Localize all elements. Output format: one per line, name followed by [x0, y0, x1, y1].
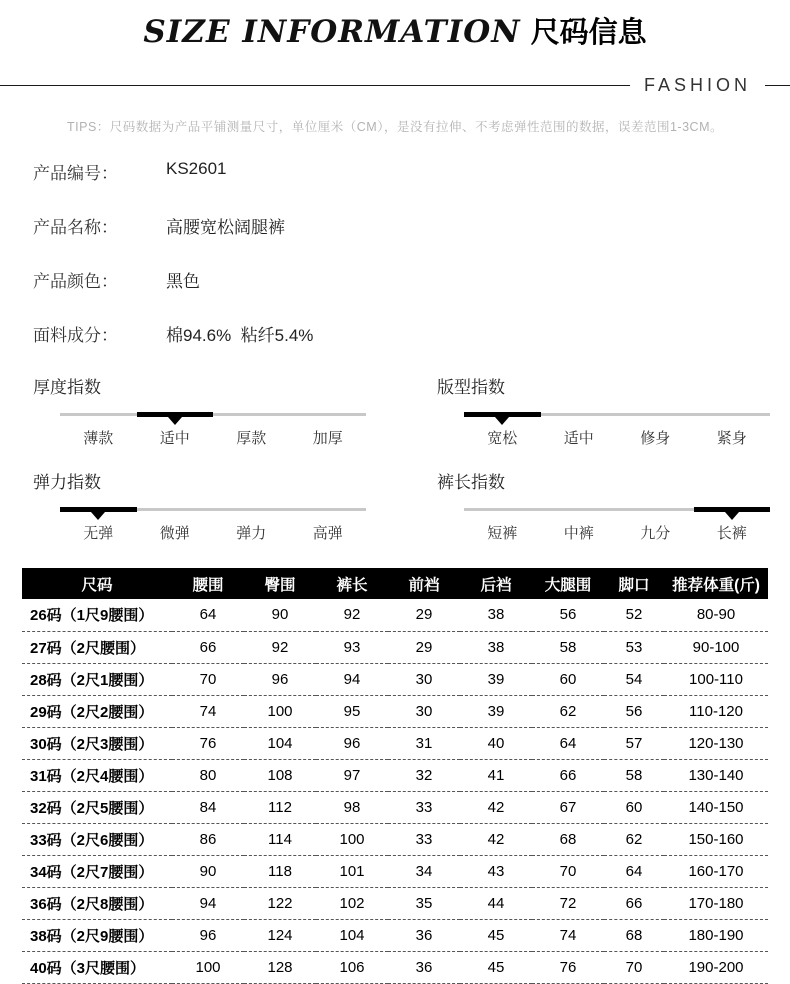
measurement-cell: 100	[244, 695, 316, 727]
product-info-value: 黑色	[166, 272, 200, 291]
product-info-label: 产品颜色：	[33, 272, 118, 291]
measurement-cell: 34	[388, 855, 460, 887]
size-table-row	[22, 951, 768, 983]
measurement-cell: 33	[388, 823, 460, 855]
measurement-cell: 56	[604, 695, 664, 727]
size-table-header-cell: 脚口	[604, 568, 664, 599]
triangle-down-icon	[725, 512, 739, 520]
index-block	[33, 468, 437, 543]
slider-option-label: 微弹	[159, 525, 190, 542]
slider-option-labels	[464, 427, 770, 448]
size-table-header-cell: 推荐体重(斤)	[664, 568, 768, 599]
measurement-cell: 66	[532, 759, 604, 791]
index-slider	[60, 413, 366, 448]
measurement-cell: 84	[172, 791, 244, 823]
measurement-cell: 45	[460, 919, 532, 951]
size-table-row	[22, 791, 768, 823]
measurement-cell: 106	[316, 951, 388, 983]
slider-option-label: 修身	[640, 430, 671, 447]
measurement-cell: 54	[604, 663, 664, 695]
slider-track	[464, 508, 770, 511]
measurement-cell: 74	[172, 695, 244, 727]
slider-option-label: 弹力	[236, 525, 267, 542]
measurement-cell: 36	[388, 951, 460, 983]
measurement-cell: 190-200	[664, 951, 768, 983]
measurement-cell: 62	[604, 823, 664, 855]
measurement-cell: 38	[460, 599, 532, 631]
measurement-cell: 92	[244, 631, 316, 663]
page-title-english: SIZE INFORMATION	[143, 14, 521, 50]
slider-track	[60, 413, 366, 416]
measurement-cell: 124	[244, 919, 316, 951]
measurement-cell: 74	[532, 919, 604, 951]
measurement-cell: 32	[388, 759, 460, 791]
size-table-row	[22, 663, 768, 695]
size-table-header-cell: 裤长	[316, 568, 388, 599]
triangle-down-icon	[168, 417, 182, 425]
measurement-cell: 80-90	[664, 599, 768, 631]
measurement-cell: 100	[172, 951, 244, 983]
measurement-cell: 118	[244, 855, 316, 887]
measurement-cell: 93	[316, 631, 388, 663]
slider-option-label: 紧身	[716, 430, 747, 447]
index-title: 厚度指数	[33, 378, 101, 397]
measurement-cell: 29	[388, 599, 460, 631]
measurement-cell: 170-180	[664, 887, 768, 919]
measurement-cell: 104	[316, 919, 388, 951]
measurement-cell: 96	[172, 919, 244, 951]
measurement-cell: 180-190	[664, 919, 768, 951]
slider-track	[60, 508, 366, 511]
index-title: 弹力指数	[33, 473, 101, 492]
measurement-cell: 62	[532, 695, 604, 727]
size-cell: 27码（2尺腰围）	[22, 631, 172, 663]
slider-option-label: 无弹	[83, 525, 114, 542]
measurement-cell: 150-160	[664, 823, 768, 855]
measurement-cell: 100-110	[664, 663, 768, 695]
size-table-header-row	[22, 568, 768, 599]
measurement-cell: 101	[316, 855, 388, 887]
measurement-cell: 86	[172, 823, 244, 855]
size-cell: 26码（1尺9腰围）	[22, 599, 172, 631]
measurement-cell: 60	[604, 791, 664, 823]
measurement-cell: 36	[388, 919, 460, 951]
slider-option-label: 中裤	[563, 525, 594, 542]
measurement-cell: 104	[244, 727, 316, 759]
size-cell: 38码（2尺9腰围）	[22, 919, 172, 951]
size-table-row	[22, 887, 768, 919]
measurement-cell: 90-100	[664, 631, 768, 663]
measurement-cell: 35	[388, 887, 460, 919]
slider-option-label: 九分	[640, 525, 671, 542]
measurement-cell: 80	[172, 759, 244, 791]
index-title: 裤长指数	[437, 473, 505, 492]
measurement-cell: 64	[604, 855, 664, 887]
slider-option-label: 长裤	[716, 525, 747, 542]
size-table-header-cell: 腰围	[172, 568, 244, 599]
product-info-row	[33, 213, 790, 238]
measurement-cell: 45	[460, 951, 532, 983]
product-info-row	[33, 321, 790, 346]
measurement-cell: 128	[244, 951, 316, 983]
index-slider	[464, 508, 770, 543]
measurement-cell: 95	[316, 695, 388, 727]
measurement-cell: 58	[532, 631, 604, 663]
product-info-row	[33, 267, 790, 292]
slider-track	[464, 413, 770, 416]
measurement-cell: 64	[172, 599, 244, 631]
fashion-divider	[0, 75, 790, 95]
measurement-cell: 44	[460, 887, 532, 919]
measurement-cell: 70	[604, 951, 664, 983]
size-table-row	[22, 695, 768, 727]
measurement-cell: 43	[460, 855, 532, 887]
size-table-header-cell: 尺码	[22, 568, 172, 599]
measurement-cell: 76	[172, 727, 244, 759]
triangle-down-icon	[495, 417, 509, 425]
size-table-row	[22, 823, 768, 855]
size-cell: 36码（2尺8腰围）	[22, 887, 172, 919]
measurement-cell: 94	[172, 887, 244, 919]
measurement-cell: 90	[172, 855, 244, 887]
measurement-cell: 70	[532, 855, 604, 887]
measurement-cell: 57	[604, 727, 664, 759]
size-cell: 30码（2尺3腰围）	[22, 727, 172, 759]
size-table-row	[22, 759, 768, 791]
measurement-cell: 56	[532, 599, 604, 631]
size-table-header-cell: 大腿围	[532, 568, 604, 599]
measurement-cell: 90	[244, 599, 316, 631]
slider-option-label: 薄款	[83, 430, 114, 447]
measurement-cell: 140-150	[664, 791, 768, 823]
size-cell: 33码（2尺6腰围）	[22, 823, 172, 855]
slider-option-labels	[60, 522, 366, 543]
index-block	[33, 373, 437, 448]
measurement-cell: 70	[172, 663, 244, 695]
page-title	[0, 0, 790, 51]
measurement-cell: 122	[244, 887, 316, 919]
measurement-cell: 72	[532, 887, 604, 919]
measurement-cell: 42	[460, 823, 532, 855]
slider-option-label: 高弹	[312, 525, 343, 542]
measurement-cell: 66	[604, 887, 664, 919]
measurement-cell: 29	[388, 631, 460, 663]
product-info-label: 面料成分：	[33, 326, 118, 345]
measurement-cell: 60	[532, 663, 604, 695]
slider-option-label: 短裤	[487, 525, 518, 542]
measurement-cell: 64	[532, 727, 604, 759]
slider-option-labels	[60, 427, 366, 448]
slider-option-label: 宽松	[487, 430, 518, 447]
index-block	[437, 373, 790, 448]
measurement-cell: 92	[316, 599, 388, 631]
measurement-cell: 67	[532, 791, 604, 823]
measurement-cell: 68	[604, 919, 664, 951]
index-title: 版型指数	[437, 378, 505, 397]
triangle-down-icon	[91, 512, 105, 520]
product-info-section	[33, 159, 790, 346]
measurement-cell: 68	[532, 823, 604, 855]
index-slider	[60, 508, 366, 543]
measurement-cell: 42	[460, 791, 532, 823]
product-info-row	[33, 159, 790, 184]
measurement-cell: 58	[604, 759, 664, 791]
size-cell: 28码（2尺1腰围）	[22, 663, 172, 695]
slider-option-label: 加厚	[312, 430, 343, 447]
measurement-cell: 94	[316, 663, 388, 695]
measurement-cell: 110-120	[664, 695, 768, 727]
slider-option-label: 适中	[159, 430, 190, 447]
measurement-cell: 130-140	[664, 759, 768, 791]
measurement-cell: 112	[244, 791, 316, 823]
divider-line-right	[765, 85, 790, 86]
product-info-value: KS2601	[166, 159, 227, 178]
measurement-cell: 98	[316, 791, 388, 823]
product-info-label: 产品编号：	[33, 164, 118, 183]
measurement-cell: 96	[316, 727, 388, 759]
size-cell: 29码（2尺2腰围）	[22, 695, 172, 727]
tips-text: TIPS：尺码数据为产品平铺测量尺寸，单位厘米（CM），是没有拉伸、不考虑弹性范围的数据，误差范围1-3CM。	[67, 120, 723, 134]
divider-line-left	[0, 85, 630, 86]
size-table-row	[22, 599, 768, 631]
size-cell: 40码（3尺腰围）	[22, 951, 172, 983]
page-title-chinese: 尺码信息	[530, 17, 647, 49]
measurement-cell: 41	[460, 759, 532, 791]
measurement-cell: 102	[316, 887, 388, 919]
measurement-cell: 114	[244, 823, 316, 855]
measurement-cell: 39	[460, 695, 532, 727]
size-table	[22, 568, 768, 984]
index-block	[437, 468, 790, 543]
measurement-cell: 76	[532, 951, 604, 983]
measurement-cell: 53	[604, 631, 664, 663]
measurement-cell: 30	[388, 663, 460, 695]
measurement-cell: 30	[388, 695, 460, 727]
measurement-cell: 52	[604, 599, 664, 631]
size-cell: 32码（2尺5腰围）	[22, 791, 172, 823]
index-sliders-section	[0, 373, 790, 543]
product-info-label: 产品名称：	[33, 218, 118, 237]
measurement-cell: 31	[388, 727, 460, 759]
slider-option-label: 厚款	[236, 430, 267, 447]
size-table-header-cell: 前裆	[388, 568, 460, 599]
product-info-value: 高腰宽松阔腿裤	[166, 218, 285, 237]
size-table-row	[22, 919, 768, 951]
measurement-cell: 38	[460, 631, 532, 663]
measurement-cell: 97	[316, 759, 388, 791]
size-table-header-cell: 后裆	[460, 568, 532, 599]
measurement-cell: 66	[172, 631, 244, 663]
measurement-cell: 108	[244, 759, 316, 791]
index-slider	[464, 413, 770, 448]
size-table-row	[22, 631, 768, 663]
size-table-row	[22, 727, 768, 759]
size-table-row	[22, 855, 768, 887]
measurement-cell: 96	[244, 663, 316, 695]
slider-option-label: 适中	[563, 430, 594, 447]
measurement-cell: 33	[388, 791, 460, 823]
size-table-header-cell: 臀围	[244, 568, 316, 599]
measurement-cell: 39	[460, 663, 532, 695]
product-info-value: 棉94.6% 粘纤5.4%	[166, 326, 314, 345]
measurement-cell: 160-170	[664, 855, 768, 887]
size-cell: 34码（2尺7腰围）	[22, 855, 172, 887]
measurement-cell: 100	[316, 823, 388, 855]
size-cell: 31码（2尺4腰围）	[22, 759, 172, 791]
slider-option-labels	[464, 522, 770, 543]
fashion-label: FASHION	[643, 74, 751, 95]
measurement-cell: 120-130	[664, 727, 768, 759]
measurement-cell: 40	[460, 727, 532, 759]
